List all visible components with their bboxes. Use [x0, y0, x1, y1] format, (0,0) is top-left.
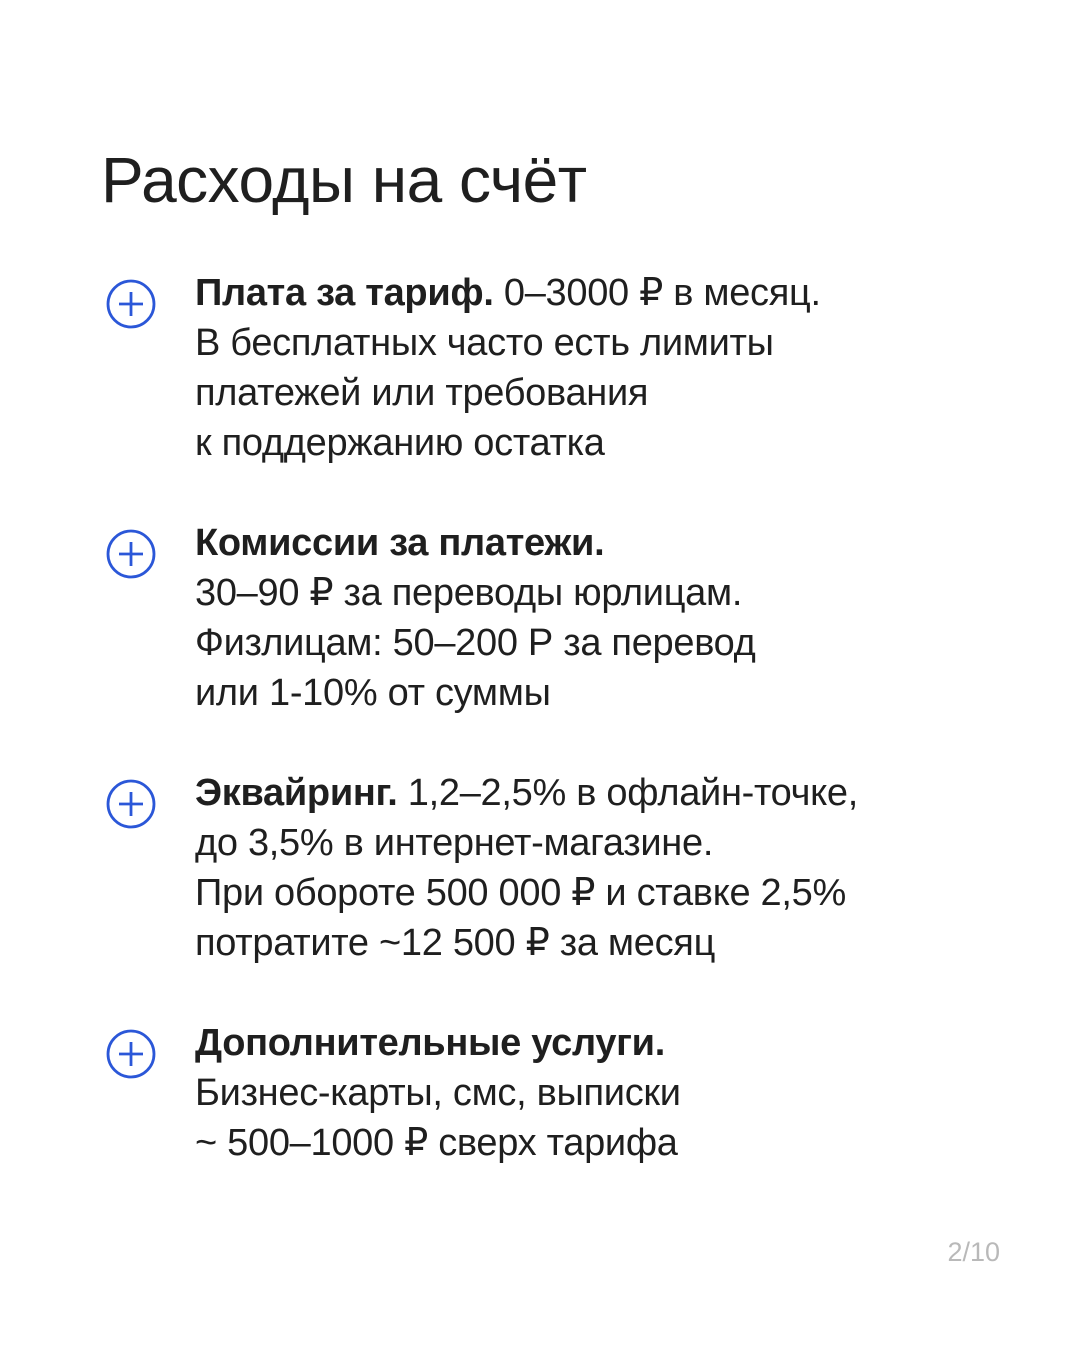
- list-item-first-line: [195, 268, 1025, 318]
- list-item-heading: Дополнительные услуги.: [195, 1022, 665, 1064]
- list-item-line: платежей или требования: [195, 372, 649, 414]
- list-item-additional-services: [0, 1018, 1080, 1168]
- plus-circle-icon: [105, 778, 157, 830]
- page-title: Расходы на счёт: [101, 144, 587, 216]
- list-item-first-line: [195, 768, 1025, 818]
- list-item-line: Физлицам: 50–200 Р за перевод: [195, 622, 756, 664]
- list-item-text: [195, 518, 1025, 718]
- list-item-line: Бизнес-карты, смс, выписки: [195, 1072, 681, 1114]
- list-item-line: ~ 500–1000 ₽ сверх тарифа: [195, 1122, 678, 1164]
- list-item-heading: Эквайринг.: [195, 772, 398, 814]
- list-item-line: 30–90 ₽ за переводы юрлицам.: [195, 572, 743, 614]
- list-item-payment-fees: [0, 518, 1080, 714]
- list-item-text: [195, 1018, 1025, 1168]
- plus-circle-icon: [105, 278, 157, 330]
- list-item-acquiring: [0, 768, 1080, 968]
- page-counter: 2/10: [947, 1237, 1000, 1267]
- plus-circle-icon: [105, 1028, 157, 1080]
- list-item-line: 0–3000 ₽ в месяц.: [503, 272, 821, 314]
- list-item-heading: Комиссии за платежи.: [195, 522, 605, 564]
- list-item-line: к поддержанию остатка: [195, 422, 605, 464]
- list-item-heading: Плата за тариф.: [195, 272, 494, 314]
- list-item-line: или 1-10% от суммы: [195, 672, 551, 714]
- list-item-line: до 3,5% в интернет-магазине.: [195, 822, 714, 864]
- list-item-text: [195, 768, 1025, 968]
- list-item-line: потратите ~12 500 ₽ за месяц: [195, 922, 716, 964]
- plus-circle-icon: [105, 528, 157, 580]
- list-item-line: В бесплатных часто есть лимиты: [195, 322, 774, 364]
- list-item-line: При обороте 500 000 ₽ и ставке 2,5%: [195, 872, 846, 914]
- list-item-line: 1,2–2,5% в офлайн-точке,: [407, 772, 859, 814]
- list-item-tariff-fee: [0, 268, 1080, 468]
- list-item-text: [195, 268, 1025, 468]
